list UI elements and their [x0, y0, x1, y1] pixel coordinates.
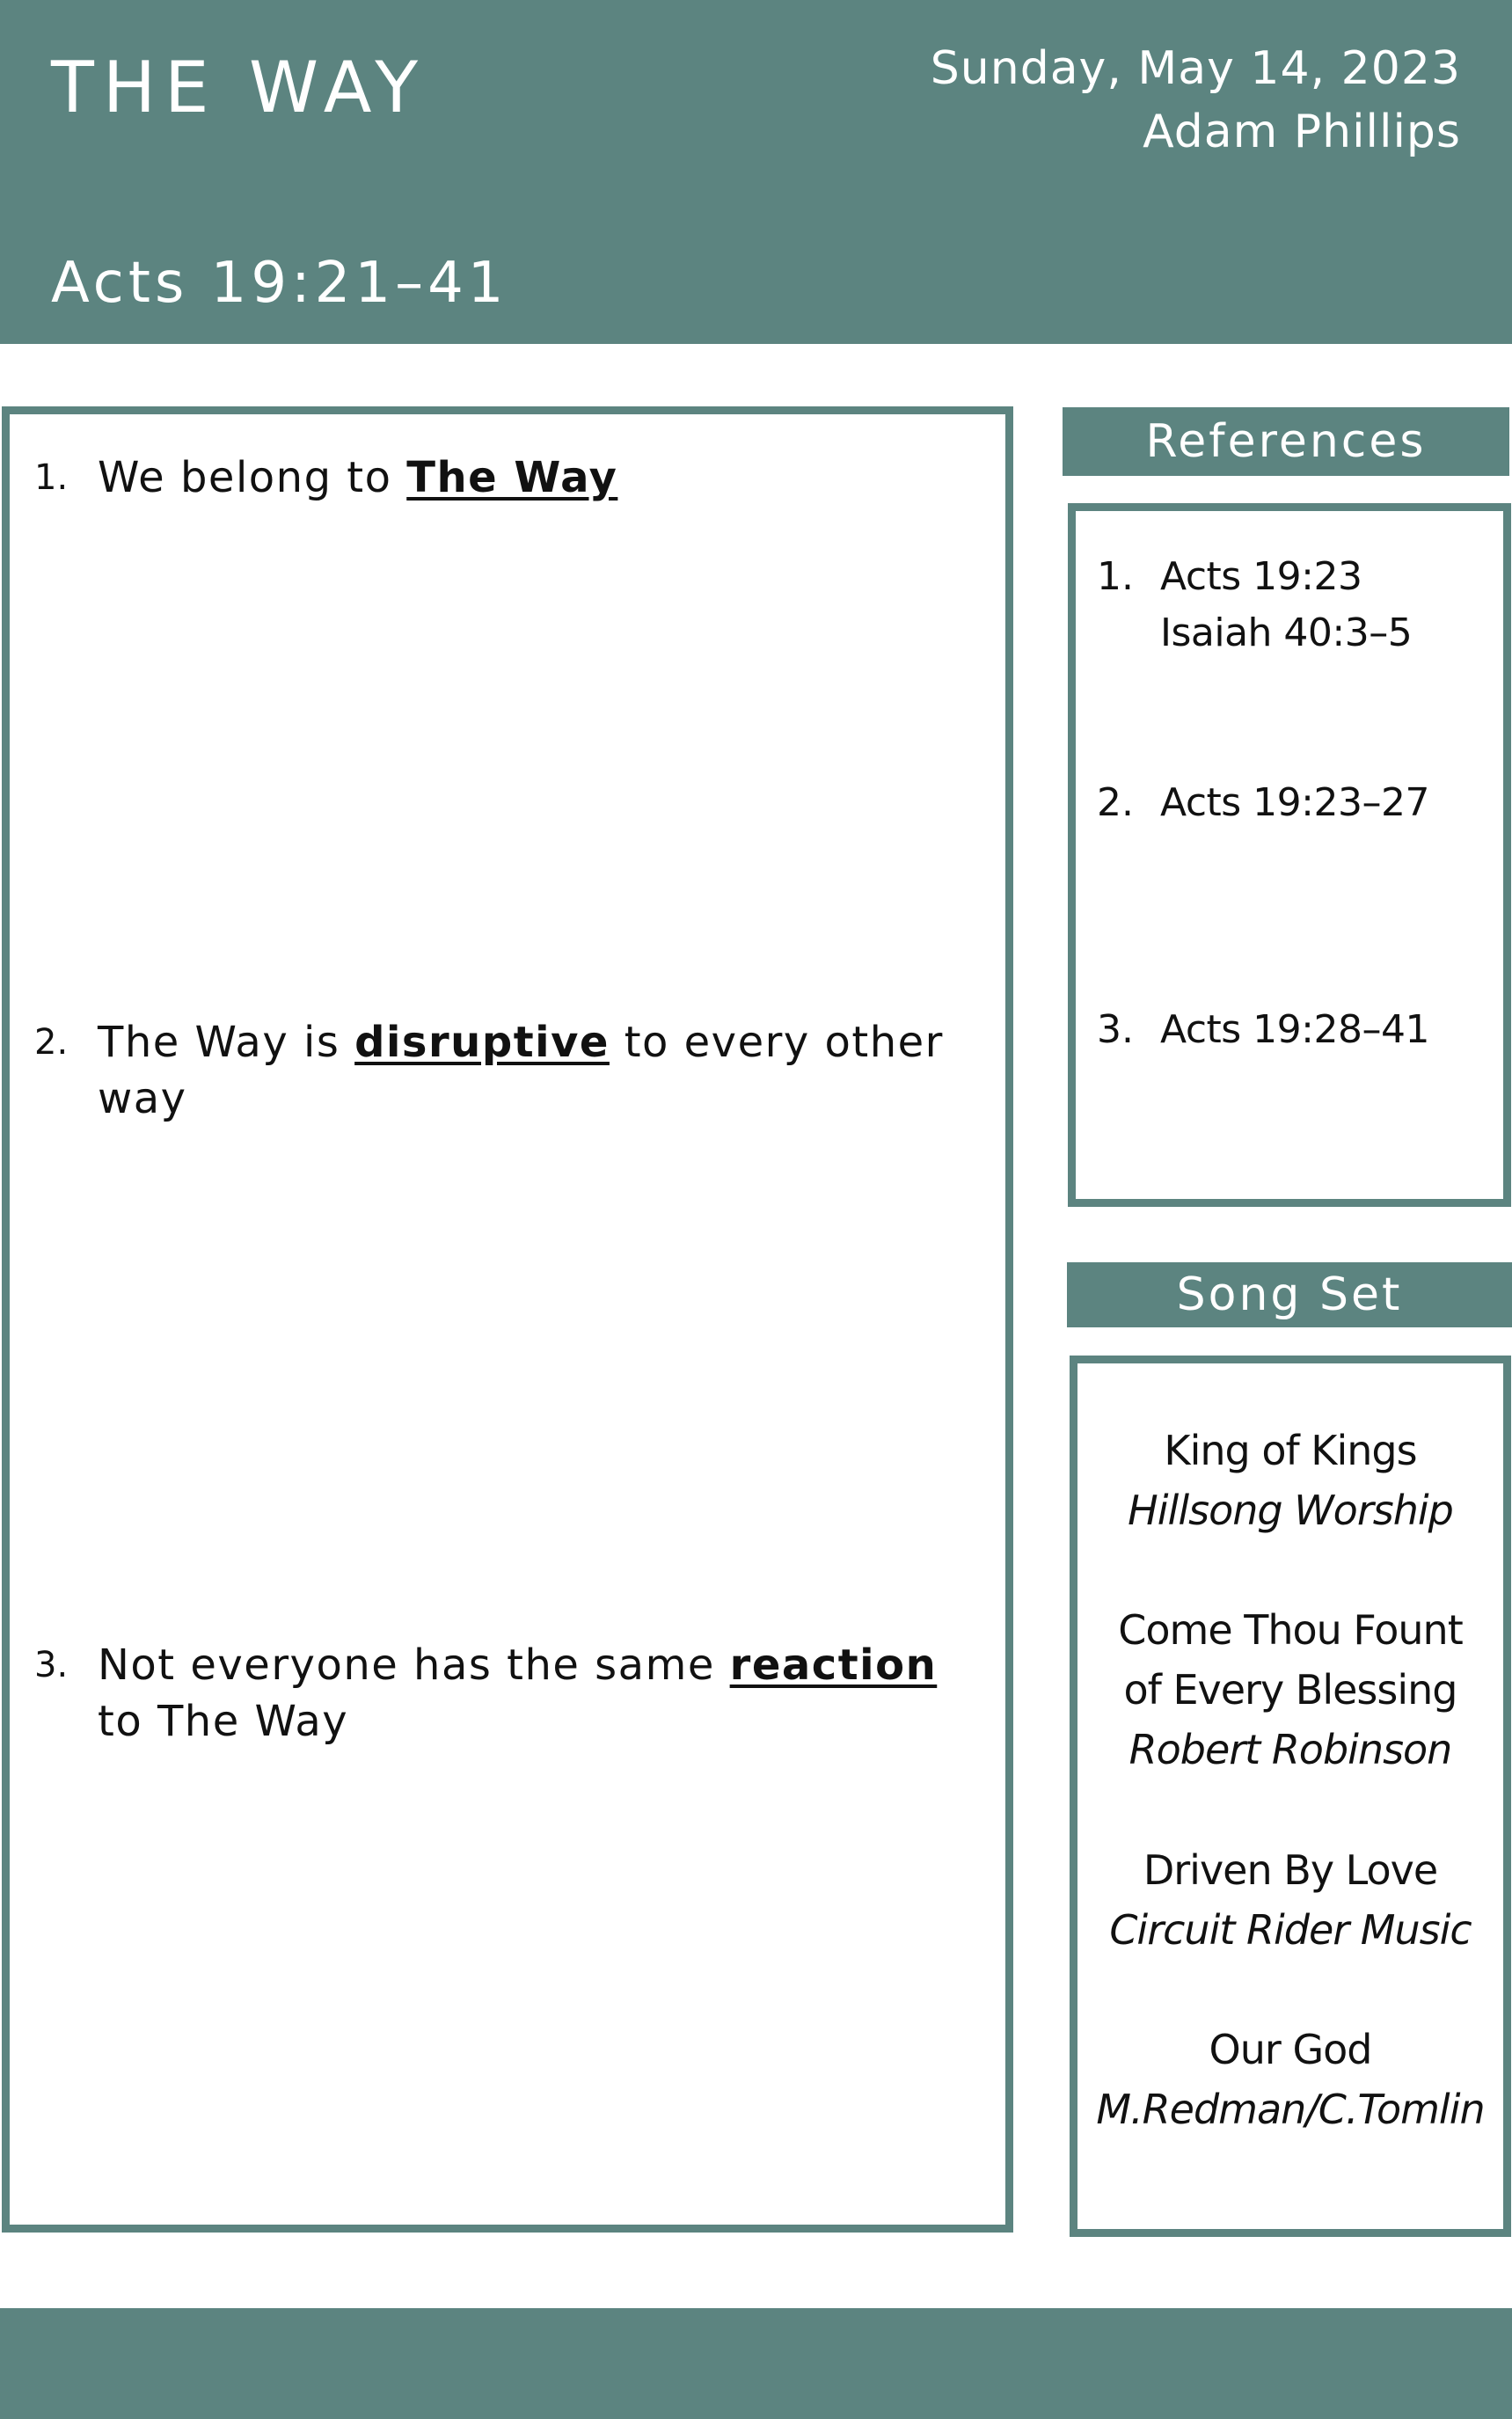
footer-banner [0, 2308, 1512, 2419]
point-number: 2. [34, 1022, 69, 1063]
song-artist: M.Redman/C.Tomlin [1096, 2086, 1485, 2133]
song-item [1077, 1421, 1503, 1540]
reference-text: Acts 19:23–27 [1160, 780, 1429, 825]
point-text: The Way is disruptive to every other way [98, 1018, 944, 1123]
speaker-name: Adam Phillips [1143, 106, 1461, 158]
sermon-notes-box [2, 406, 1013, 2233]
song-item [1077, 1600, 1503, 1780]
song-set-box [1070, 1356, 1511, 2237]
service-date: Sunday, May 14, 2023 [930, 42, 1461, 95]
song-artist: Hillsong Worship [1128, 1487, 1453, 1534]
reference-text: Acts 19:23 Isaiah 40:3–5 [1160, 554, 1413, 655]
reference-number: 2. [1097, 780, 1134, 825]
point-keyword: The Way [406, 453, 618, 502]
header-banner [0, 0, 1512, 344]
song-item [1077, 2020, 1503, 2139]
references-box [1068, 503, 1511, 1207]
song-title: Come Thou Fount [1118, 1606, 1463, 1654]
reference-number: 3. [1097, 1007, 1134, 1052]
song-set-heading: Song Set [1067, 1262, 1512, 1327]
song-title-continued: of Every Blessing [1123, 1666, 1457, 1714]
song-item [1077, 1840, 1503, 1960]
point-number: 1. [34, 457, 69, 498]
song-title: Our God [1209, 2026, 1372, 2073]
references-heading: References [1063, 407, 1509, 476]
reference-text: Acts 19:28–41 [1160, 1007, 1429, 1052]
song-title: Driven By Love [1143, 1846, 1438, 1894]
point-text: We belong to The Way [98, 453, 618, 502]
song-artist: Robert Robinson [1129, 1726, 1452, 1773]
point-text: Not everyone has the same reaction to The Way [98, 1641, 938, 1746]
scripture-passage: Acts 19:21–41 [51, 251, 508, 316]
song-artist: Circuit Rider Music [1109, 1906, 1472, 1954]
point-keyword: disruptive [354, 1018, 610, 1067]
page-title: THE WAY [51, 47, 427, 128]
point-number: 3. [34, 1645, 69, 1685]
reference-number: 1. [1097, 554, 1134, 599]
point-keyword: reaction [729, 1641, 938, 1690]
song-title: King of Kings [1164, 1427, 1417, 1474]
